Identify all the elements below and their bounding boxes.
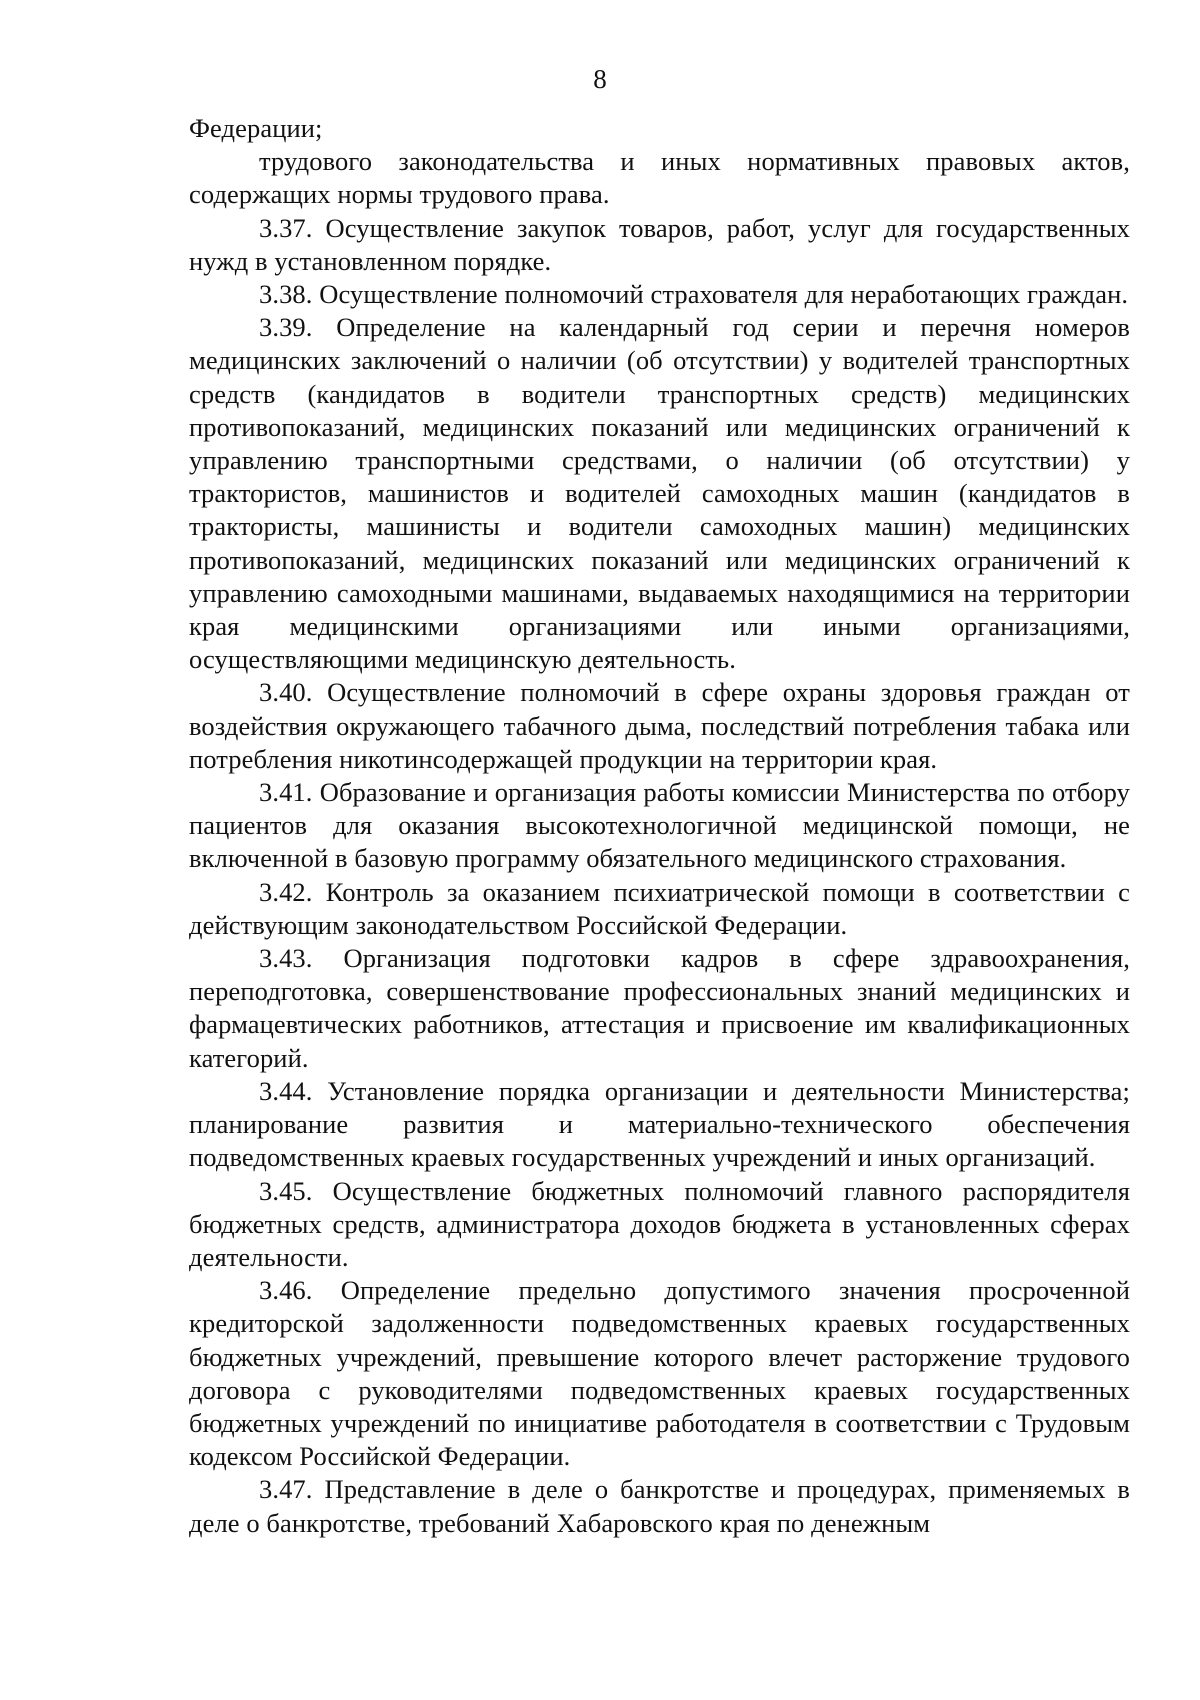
paragraph-3-42: 3.42. Контроль за оказанием психиатрической помощи в соответствии с действующим законодательством Российской Федерации. [189, 876, 1130, 940]
paragraph-3-39: 3.39. Определение на календарный год серии и перечня номеров медицинских заключений о наличии (об отсутствии) у водителей транспортных средств (кандидатов в водители транспортных средств) медицинских противопоказаний, медицинских показаний или медицинских ограничений к управлению транспортными средствами, о наличии (об отсутствии) у трактористов, машинистов и водителей самоходных машин (кандидатов в трактористы, машинисты и водители самоходных машин) медицинских противопоказаний, медицинских показаний или медицинских ограничений к управлению самоходными машинами, выдаваемых находящимися на территории края медицинскими организациями или иными организациями, осуществляющими медицинскую деятельность. [189, 312, 1130, 675]
paragraph-3-43: 3.43. Организация подготовки кадров в сфере здравоохранения, переподготовка, совершенствование профессиональных знаний медицинских и фармацевтических работников, аттестация и присвоение им квалификационных категорий. [189, 943, 1130, 1073]
paragraph-3-44: 3.44. Установление порядка организации и деятельности Министерства; планирование развития и материально-технического обеспечения подведомственных краевых государственных учреждений и иных организаций. [189, 1075, 1130, 1173]
paragraph-labor-law: трудового законодательства и иных нормативных правовых актов, содержащих нормы трудового права. [189, 146, 1130, 210]
paragraph-3-38: 3.38. Осуществление полномочий страхователя для неработающих граждан. [259, 279, 1129, 310]
paragraph-3-45: 3.45. Осуществление бюджетных полномочий главного распорядителя бюджетных средств, администратора доходов бюджета в установленных сферах деятельности. [189, 1175, 1130, 1272]
paragraph-3-41: 3.41. Образование и организация работы комиссии Министерства по отбору пациентов для оказания высокотехнологичной медицинской помощи, не включенной в базовую программу обязательного медицинского страхования. [189, 777, 1130, 874]
page-number: 8 [593, 64, 607, 94]
paragraph-federation-end: Федерации; [189, 113, 323, 143]
paragraph-3-37: 3.37. Осуществление закупок товаров, работ, услуг для государственных нужд в установленном порядке. [189, 212, 1130, 276]
paragraph-3-40: 3.40. Осуществление полномочий в сфере охраны здоровья граждан от воздействия окружающего табачного дыма, последствий потребления табака или потребления никотинсодержащей продукции на территории края. [189, 677, 1130, 774]
paragraph-3-47: 3.47. Представление в деле о банкротстве и процедурах, применяемых в деле о банкротстве, требований Хабаровского края по денежным [189, 1474, 1130, 1538]
paragraph-3-46: 3.46. Определение предельно допустимого значения просроченной кредиторской задолженности подведомственных краевых государственных бюджетных учреждений, превышение которого влечет расторжение трудового договора с руководителями подведомственных краевых государственных бюджетных учреждений по инициативе работодателя в соответствии с Трудовым кодексом Российской Федерации. [189, 1275, 1130, 1472]
document-body [189, 112, 1130, 1540]
